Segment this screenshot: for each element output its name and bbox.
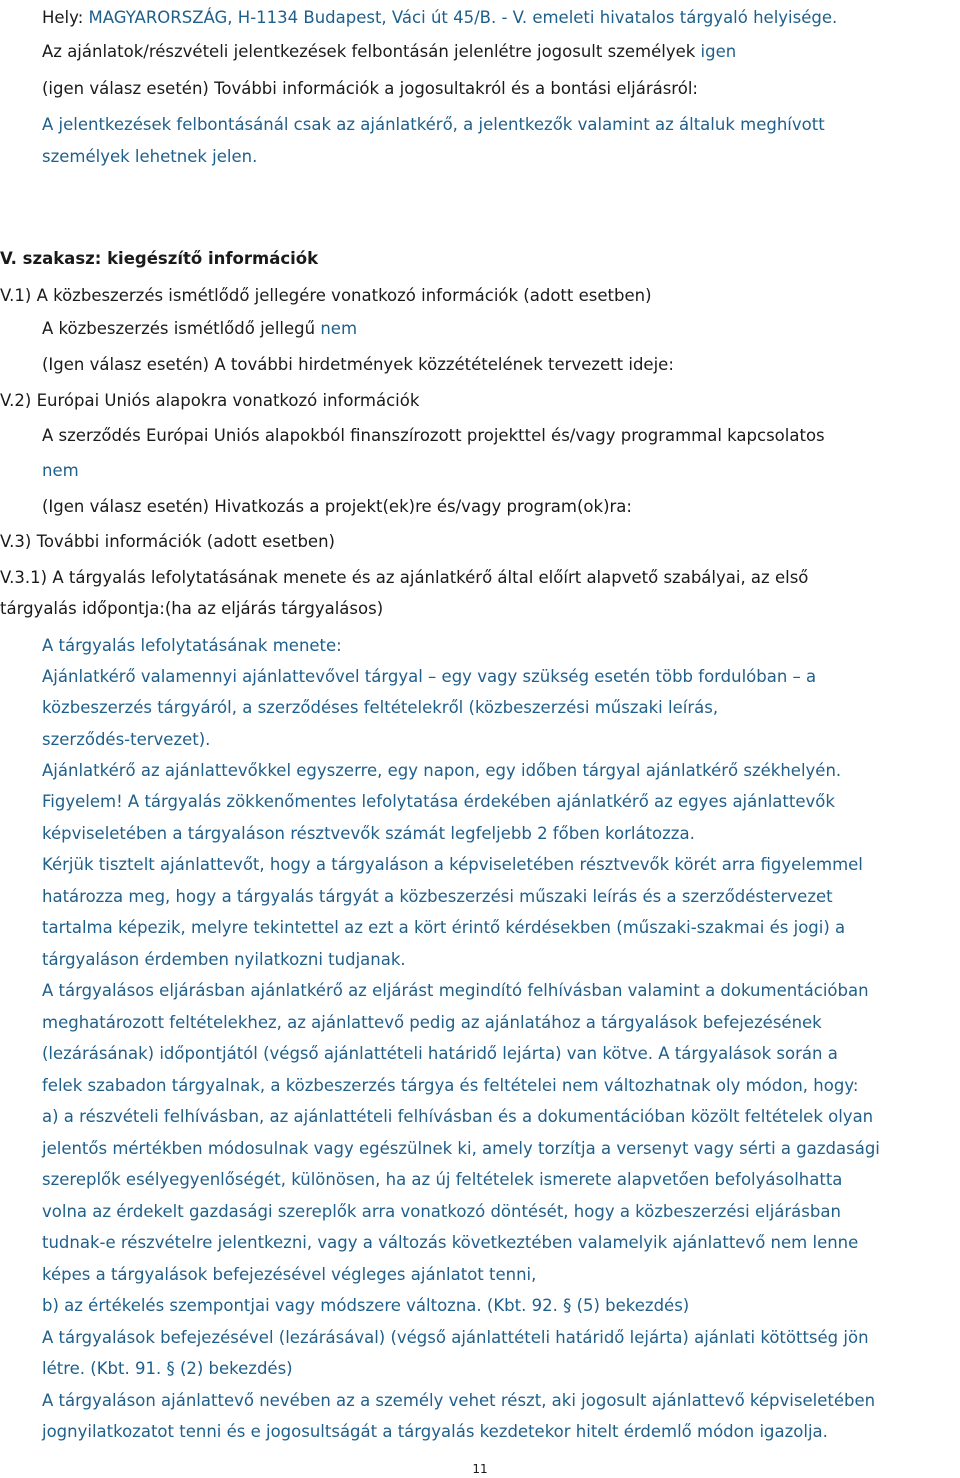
more-info-value-line-2: személyek lehetnek jelen. — [42, 147, 258, 166]
v1-recurrent-label: A közbeszerzés ismétlődő jellegű — [42, 319, 316, 338]
section-title: V. szakasz: kiegészítő információk — [0, 249, 319, 268]
v2-ref-label: (Igen válasz esetén) Hivatkozás a projekt(ek)re és/vagy program(ok)ra: — [42, 497, 632, 516]
v31-body-line: Ajánlatkérő az ajánlattevőkkel egyszerre, egy napon, egy időben tárgyal ajánlatkérő székhelyén. — [42, 761, 842, 780]
v31-body-line: képes a tárgyalások befejezésével végleges ajánlatot tenni, — [42, 1265, 537, 1284]
v2-eu-label: A szerződés Európai Uniós alapokból finanszírozott projekttel és/vagy programmal kapcsolatos — [42, 426, 825, 445]
v2-heading: V.2) Európai Uniós alapokra vonatkozó információk — [0, 391, 420, 410]
v1-schedule-label: (Igen válasz esetén) A további hirdetmények közzétételének tervezett ideje: — [42, 355, 674, 374]
v31-body-line: volna az érdekelt gazdasági szereplők arra vonatkozó döntését, hogy a közbeszerzési eljárásban — [42, 1202, 841, 1221]
v1-heading: V.1) A közbeszerzés ismétlődő jellegére vonatkozó információk (adott esetben) — [0, 286, 652, 305]
v1-recurrent-line — [42, 319, 357, 339]
v31-body-line: a) a részvételi felhívásban, az ajánlattételi felhívásban és a dokumentációban közölt feltételek olyan — [42, 1107, 874, 1126]
authorized-label: Az ajánlatok/részvételi jelentkezések felbontásán jelenlétre jogosult személyek — [42, 42, 696, 61]
v31-body-line: b) az értékelés szempontjai vagy módszere változna. (Kbt. 92. § (5) bekezdés) — [42, 1296, 690, 1315]
v31-body-line: Ajánlatkérő valamennyi ajánlattevővel tárgyal – egy vagy szükség esetén több fordulóban – a — [42, 667, 817, 686]
v31-body-line: tudnak-e részvételre jelentkezni, vagy a változás következtében valamelyik ajánlattevő nem lenne — [42, 1233, 859, 1252]
more-info-label: (igen válasz esetén) További információk a jogosultakról és a bontási eljárásról: — [42, 79, 698, 98]
v31-body-line: létre. (Kbt. 91. § (2) bekezdés) — [42, 1359, 293, 1378]
v31-body-line: közbeszerzés tárgyáról, a szerződéses feltételekről (közbeszerzési műszaki leírás, — [42, 698, 719, 717]
v31-body-line: tartalma képezik, melyre tekintettel az ezt a kört érintő kérdésekben (műszaki-szakmai és jogi) a — [42, 918, 846, 937]
v31-body-line: felek szabadon tárgyalnak, a közbeszerzés tárgya és feltételei nem változhatnak oly módon, hogy: — [42, 1076, 859, 1095]
v31-body-line: tárgyaláson érdemben nyilatkozni tudjanak. — [42, 950, 406, 969]
v31-heading-line-1: V.3.1) A tárgyalás lefolytatásának menete és az ajánlatkérő által előírt alapvető szabályai, az első — [0, 568, 809, 587]
v31-body-line: A tárgyalás lefolytatásának menete: — [42, 636, 342, 655]
v31-body-line: A tárgyaláson ajánlattevő nevében az a személy vehet részt, aki jogosult ajánlattevő képviseletében — [42, 1391, 876, 1410]
v31-body-line: határozza meg, hogy a tárgyalás tárgyát a közbeszerzési műszaki leírás és a szerződéstervezet — [42, 887, 833, 906]
page-number: 11 — [472, 1462, 488, 1476]
more-info-value-line-1: A jelentkezések felbontásánál csak az ajánlatkérő, a jelentkezők valamint az általuk meghívott — [42, 115, 825, 134]
v1-recurrent-value: nem — [320, 319, 358, 338]
v31-body-line: szerződés-tervezet). — [42, 730, 211, 749]
v31-body-line: szereplők esélyegyenlőségét, különösen, ha az új feltételek ismerete alapvetően befolyásolhatta — [42, 1170, 843, 1189]
v3-heading: V.3) További információk (adott esetben) — [0, 532, 335, 551]
v31-body-line: jognyilatkozatot tenni és e jogosultságát a tárgyalás kezdetekor hitelt érdemlő módon igazolja. — [42, 1422, 828, 1441]
location-value: MAGYARORSZÁG, H-1134 Budapest, Váci út 45/B. - V. emeleti hivatalos tárgyaló helyisége. — [88, 8, 838, 27]
v31-body-line: (lezárásának) időpontjától (végső ajánlattételi határidő lejárta) van kötve. A tárgyalások során a — [42, 1044, 838, 1063]
v2-eu-value: nem — [42, 461, 79, 480]
location-line — [42, 8, 837, 28]
authorized-value: igen — [700, 42, 737, 61]
v31-body-line: A tárgyalások befejezésével (lezárásával) (végső ajánlattételi határidő lejárta) ajánlati kötöttség jön — [42, 1328, 869, 1347]
location-label: Hely: — [42, 8, 84, 27]
v31-body-line: jelentős mértékben módosulnak vagy egészülnek ki, amely torzítja a versenyt vagy sérti a gazdasági — [42, 1139, 880, 1158]
v31-body-line: meghatározott feltételekhez, az ajánlattevő pedig az ajánlatához a tárgyalások befejezésének — [42, 1013, 822, 1032]
v31-body-line: A tárgyalásos eljárásban ajánlatkérő az eljárást megindító felhívásban valamint a dokumentációban — [42, 981, 869, 1000]
authorized-line — [42, 42, 736, 62]
v31-body-line: Kérjük tisztelt ajánlattevőt, hogy a tárgyaláson a képviseletében résztvevők körét arra figyelemmel — [42, 855, 863, 874]
v31-body-line: Figyelem! A tárgyalás zökkenőmentes lefolytatása érdekében ajánlatkérő az egyes ajánlattevők — [42, 792, 835, 811]
v31-body-line: képviseletében a tárgyaláson résztvevők számát legfeljebb 2 főben korlátozza. — [42, 824, 695, 843]
v31-heading-line-2: tárgyalás időpontja:(ha az eljárás tárgyalásos) — [0, 599, 384, 618]
